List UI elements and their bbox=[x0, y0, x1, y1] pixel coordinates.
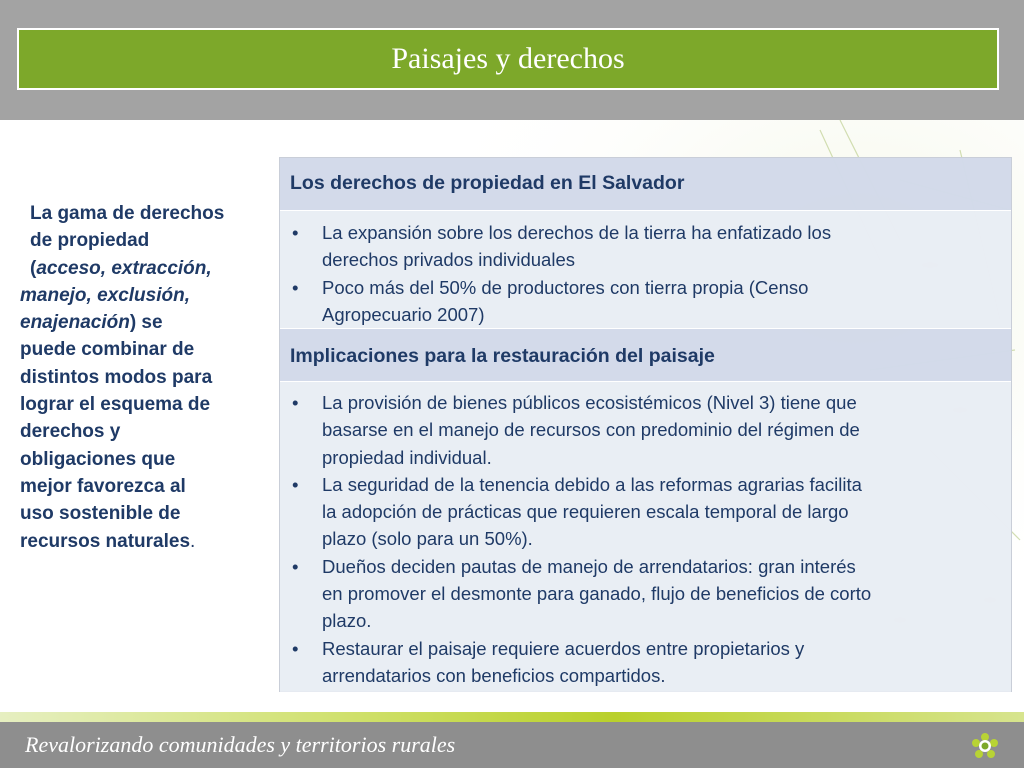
sidebar-line: ) se bbox=[129, 312, 163, 334]
bullet-line: La provisión de bienes públicos ecosistémicos (Nivel 3) tiene que bbox=[322, 392, 857, 413]
sidebar-line: distintos modos para bbox=[20, 366, 213, 388]
table-heading-row bbox=[280, 158, 1011, 211]
sidebar-line: La gama de derechos bbox=[30, 203, 225, 224]
bullet-line: La expansión sobre los derechos de la tierra ha enfatizado los bbox=[322, 222, 832, 243]
flower-logo-icon bbox=[970, 731, 1000, 761]
bullet-list bbox=[290, 389, 1002, 689]
bullet-line: Poco más del 50% de productores con tierra propia (Censo bbox=[322, 276, 809, 298]
sidebar-line: de propiedad bbox=[30, 230, 150, 252]
bullet-line: la adopción de prácticas que requieren escala temporal de largo bbox=[322, 501, 849, 523]
table-body-row bbox=[280, 382, 1011, 692]
bullet-line: plazo. bbox=[322, 610, 372, 632]
section-heading-implications: Implicaciones para la restauración del paisaje bbox=[290, 345, 715, 367]
footer-text: Revalorizando comunidades y territorios rurales bbox=[25, 732, 456, 757]
bullet-line: derechos privados individuales bbox=[322, 249, 575, 271]
sidebar-line-italic: enajenación bbox=[20, 312, 130, 334]
footer-bar bbox=[0, 722, 1024, 768]
table-heading-row bbox=[280, 329, 1011, 382]
sidebar-line: mejor favorezca al bbox=[20, 475, 186, 497]
list-item bbox=[290, 389, 1002, 471]
sidebar-line: lograr el esquema de bbox=[20, 394, 211, 416]
list-item bbox=[290, 274, 1002, 329]
bullet-marker: • bbox=[292, 276, 299, 298]
bullet-marker: • bbox=[292, 392, 299, 413]
bullet-marker: • bbox=[292, 222, 299, 243]
sidebar-line: derechos y bbox=[20, 421, 121, 443]
sidebar-line: recursos naturales bbox=[20, 530, 191, 552]
bullet-line: en promover el desmonte para ganado, flujo de beneficios de corto bbox=[322, 583, 872, 605]
sidebar-line: puede combinar de bbox=[20, 339, 195, 361]
section-heading-property-rights: Los derechos de propiedad en El Salvador bbox=[290, 172, 685, 194]
bullet-list bbox=[290, 219, 1002, 328]
list-item bbox=[290, 553, 1002, 635]
bullet-line: propiedad individual. bbox=[322, 446, 492, 468]
header-band bbox=[0, 0, 1024, 120]
sidebar-line: uso sostenible de bbox=[20, 503, 181, 525]
list-item bbox=[290, 219, 1002, 274]
bullet-line: plazo (solo para un 50%). bbox=[322, 528, 533, 550]
footer-stripe bbox=[0, 712, 1024, 722]
bullet-line: La seguridad de la tenencia debido a las reformas agrarias facilita bbox=[322, 473, 862, 495]
bullet-marker: • bbox=[292, 637, 299, 659]
bullet-line: Dueños deciden pautas de manejo de arrendatarios: gran interés bbox=[322, 555, 856, 577]
list-item bbox=[290, 471, 1002, 553]
content-table bbox=[279, 157, 1012, 692]
slide-title: Paisajes y derechos bbox=[391, 42, 625, 75]
list-item bbox=[290, 635, 1002, 690]
sidebar-line-end: . bbox=[190, 530, 196, 552]
sidebar-text bbox=[20, 200, 258, 555]
sidebar-line-italic: acceso, extracción, bbox=[36, 257, 212, 279]
bullet-line: basarse en el manejo de recursos con predominio del régimen de bbox=[322, 419, 860, 441]
bullet-line: Agropecuario 2007) bbox=[322, 303, 485, 325]
sidebar-line: obligaciones que bbox=[20, 448, 176, 470]
bullet-line: Restaurar el paisaje requiere acuerdos entre propietarios y bbox=[322, 637, 805, 659]
sidebar-line-italic: manejo, exclusión, bbox=[20, 284, 190, 306]
table-body-row bbox=[280, 211, 1011, 329]
bullet-marker: • bbox=[292, 555, 299, 577]
bullet-line: arrendatarios con beneficios compartidos. bbox=[322, 664, 666, 686]
sidebar-line: ( bbox=[30, 257, 37, 279]
title-box bbox=[17, 28, 999, 90]
bullet-marker: • bbox=[292, 473, 299, 495]
